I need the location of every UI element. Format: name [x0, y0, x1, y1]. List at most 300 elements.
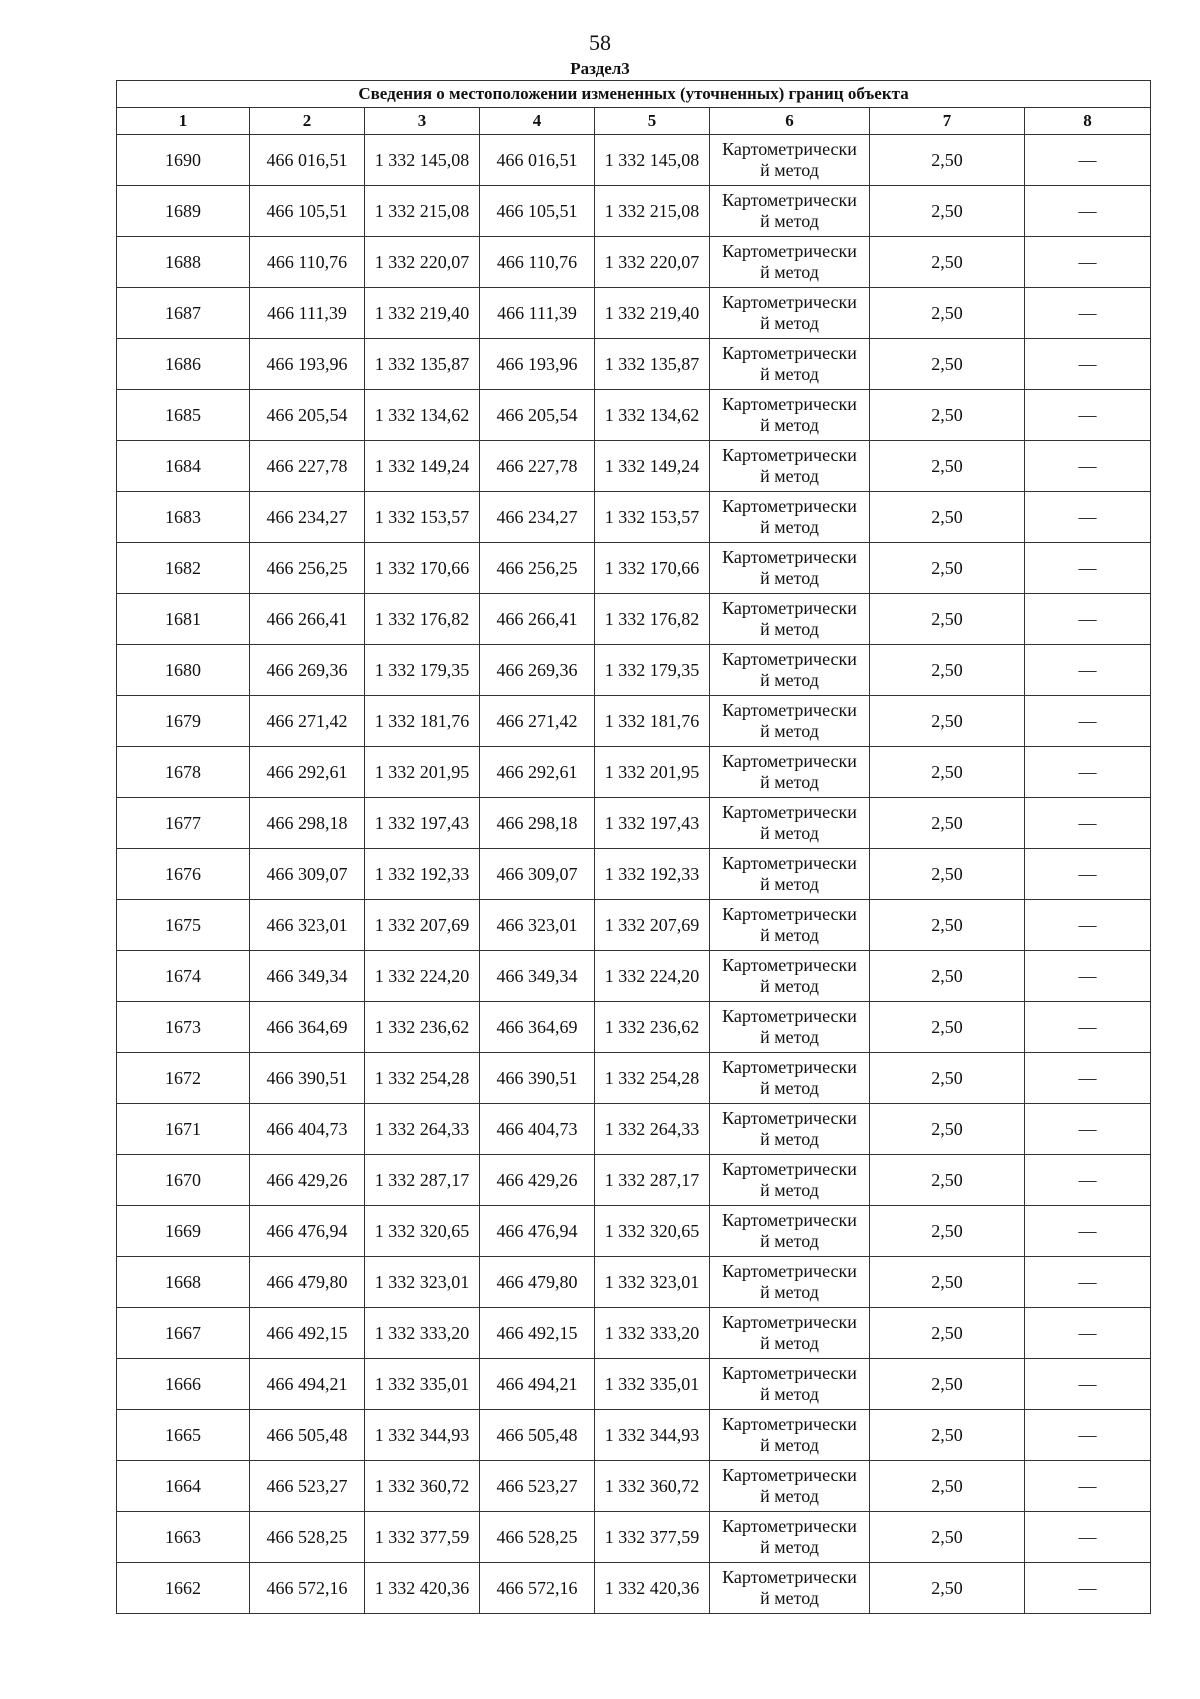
point-number-cell: 1680 [117, 645, 250, 696]
method-cell [710, 798, 870, 849]
x-old-cell: 466 111,39 [250, 288, 365, 339]
y-new-cell: 1 332 207,69 [595, 900, 710, 951]
method-text: Картометрически [722, 496, 857, 516]
y-new-cell: 1 332 219,40 [595, 288, 710, 339]
x-old-cell: 466 298,18 [250, 798, 365, 849]
y-new-cell: 1 332 335,01 [595, 1359, 710, 1410]
method-text: й метод [760, 1537, 819, 1557]
method-text: Картометрически [722, 853, 857, 873]
method-text: Картометрически [722, 1567, 857, 1587]
method-cell [710, 1410, 870, 1461]
precision-cell: 2,50 [870, 1512, 1025, 1563]
method-cell [710, 1257, 870, 1308]
empty-mark-cell: — [1025, 1155, 1151, 1206]
method-cell [710, 1002, 870, 1053]
y-new-cell: 1 332 176,82 [595, 594, 710, 645]
method-text: Картометрически [722, 802, 857, 822]
method-text: Картометрически [722, 1465, 857, 1485]
method-cell [710, 186, 870, 237]
empty-mark-cell: — [1025, 339, 1151, 390]
method-text: Картометрически [722, 1057, 857, 1077]
x-new-cell: 466 492,15 [480, 1308, 595, 1359]
method-cell [710, 288, 870, 339]
x-old-cell: 466 364,69 [250, 1002, 365, 1053]
point-number-cell: 1668 [117, 1257, 250, 1308]
x-new-cell: 466 523,27 [480, 1461, 595, 1512]
method-text: Картометрически [722, 1006, 857, 1026]
method-text: й метод [760, 925, 819, 945]
y-new-cell: 1 332 181,76 [595, 696, 710, 747]
y-new-cell: 1 332 149,24 [595, 441, 710, 492]
table-row [117, 1512, 1151, 1563]
method-cell [710, 1155, 870, 1206]
precision-cell: 2,50 [870, 1257, 1025, 1308]
x-old-cell: 466 528,25 [250, 1512, 365, 1563]
y-new-cell: 1 332 264,33 [595, 1104, 710, 1155]
x-old-cell: 466 193,96 [250, 339, 365, 390]
method-cell [710, 1563, 870, 1614]
x-old-cell: 466 292,61 [250, 747, 365, 798]
empty-mark-cell: — [1025, 1359, 1151, 1410]
x-new-cell: 466 476,94 [480, 1206, 595, 1257]
method-text: Картометрически [722, 394, 857, 414]
x-old-cell: 466 492,15 [250, 1308, 365, 1359]
point-number-cell: 1663 [117, 1512, 250, 1563]
empty-mark-cell: — [1025, 1053, 1151, 1104]
precision-cell: 2,50 [870, 1308, 1025, 1359]
precision-cell: 2,50 [870, 1053, 1025, 1104]
precision-cell: 2,50 [870, 135, 1025, 186]
method-cell [710, 594, 870, 645]
precision-cell: 2,50 [870, 339, 1025, 390]
x-old-cell: 466 309,07 [250, 849, 365, 900]
method-text: й метод [760, 619, 819, 639]
empty-mark-cell: — [1025, 594, 1151, 645]
table-row [117, 1002, 1151, 1053]
method-text: й метод [760, 874, 819, 894]
table-row [117, 441, 1151, 492]
x-new-cell: 466 494,21 [480, 1359, 595, 1410]
x-new-cell: 466 111,39 [480, 288, 595, 339]
table-row [117, 1206, 1151, 1257]
point-number-cell: 1665 [117, 1410, 250, 1461]
x-new-cell: 466 227,78 [480, 441, 595, 492]
point-number-cell: 1683 [117, 492, 250, 543]
method-cell [710, 747, 870, 798]
method-cell [710, 339, 870, 390]
x-new-cell: 466 292,61 [480, 747, 595, 798]
x-new-cell: 466 505,48 [480, 1410, 595, 1461]
method-cell [710, 645, 870, 696]
method-text: й метод [760, 415, 819, 435]
point-number-cell: 1677 [117, 798, 250, 849]
x-new-cell: 466 269,36 [480, 645, 595, 696]
y-old-cell: 1 332 287,17 [365, 1155, 480, 1206]
y-new-cell: 1 332 215,08 [595, 186, 710, 237]
method-text: Картометрически [722, 1312, 857, 1332]
empty-mark-cell: — [1025, 1512, 1151, 1563]
point-number-cell: 1662 [117, 1563, 250, 1614]
method-text: й метод [760, 1282, 819, 1302]
empty-mark-cell: — [1025, 135, 1151, 186]
x-old-cell: 466 505,48 [250, 1410, 365, 1461]
method-cell [710, 849, 870, 900]
y-new-cell: 1 332 254,28 [595, 1053, 710, 1104]
y-old-cell: 1 332 179,35 [365, 645, 480, 696]
y-new-cell: 1 332 344,93 [595, 1410, 710, 1461]
method-text: й метод [760, 670, 819, 690]
y-old-cell: 1 332 153,57 [365, 492, 480, 543]
method-text: Картометрически [722, 598, 857, 618]
method-text: й метод [760, 1588, 819, 1608]
method-text: й метод [760, 313, 819, 333]
method-text: Картометрически [722, 904, 857, 924]
method-text: Картометрически [722, 139, 857, 159]
precision-cell: 2,50 [870, 441, 1025, 492]
y-new-cell: 1 332 287,17 [595, 1155, 710, 1206]
x-old-cell: 466 429,26 [250, 1155, 365, 1206]
method-text: Картометрически [722, 700, 857, 720]
point-number-cell: 1669 [117, 1206, 250, 1257]
y-new-cell: 1 332 333,20 [595, 1308, 710, 1359]
method-cell [710, 543, 870, 594]
x-old-cell: 466 572,16 [250, 1563, 365, 1614]
y-old-cell: 1 332 197,43 [365, 798, 480, 849]
y-old-cell: 1 332 215,08 [365, 186, 480, 237]
y-new-cell: 1 332 197,43 [595, 798, 710, 849]
x-old-cell: 466 349,34 [250, 951, 365, 1002]
x-new-cell: 466 390,51 [480, 1053, 595, 1104]
table-row [117, 1461, 1151, 1512]
table-row [117, 594, 1151, 645]
x-old-cell: 466 227,78 [250, 441, 365, 492]
precision-cell: 2,50 [870, 288, 1025, 339]
method-cell [710, 1308, 870, 1359]
precision-cell: 2,50 [870, 1155, 1025, 1206]
column-number: 6 [710, 108, 870, 135]
precision-cell: 2,50 [870, 237, 1025, 288]
table-row [117, 900, 1151, 951]
empty-mark-cell: — [1025, 951, 1151, 1002]
precision-cell: 2,50 [870, 1002, 1025, 1053]
y-new-cell: 1 332 135,87 [595, 339, 710, 390]
column-number: 3 [365, 108, 480, 135]
y-old-cell: 1 332 192,33 [365, 849, 480, 900]
empty-mark-cell: — [1025, 696, 1151, 747]
x-new-cell: 466 479,80 [480, 1257, 595, 1308]
x-old-cell: 466 476,94 [250, 1206, 365, 1257]
point-number-cell: 1687 [117, 288, 250, 339]
method-text: Картометрически [722, 1159, 857, 1179]
empty-mark-cell: — [1025, 1257, 1151, 1308]
y-old-cell: 1 332 170,66 [365, 543, 480, 594]
method-text: й метод [760, 1435, 819, 1455]
method-text: й метод [760, 721, 819, 741]
method-text: й метод [760, 823, 819, 843]
method-text: Картометрически [722, 1108, 857, 1128]
method-text: Картометрически [722, 241, 857, 261]
y-new-cell: 1 332 192,33 [595, 849, 710, 900]
x-new-cell: 466 404,73 [480, 1104, 595, 1155]
point-number-cell: 1671 [117, 1104, 250, 1155]
precision-cell: 2,50 [870, 696, 1025, 747]
y-old-cell: 1 332 323,01 [365, 1257, 480, 1308]
precision-cell: 2,50 [870, 594, 1025, 645]
precision-cell: 2,50 [870, 1563, 1025, 1614]
column-number: 5 [595, 108, 710, 135]
table-row [117, 798, 1151, 849]
method-cell [710, 441, 870, 492]
precision-cell: 2,50 [870, 747, 1025, 798]
empty-mark-cell: — [1025, 492, 1151, 543]
empty-mark-cell: — [1025, 1410, 1151, 1461]
method-text: й метод [760, 1486, 819, 1506]
x-new-cell: 466 528,25 [480, 1512, 595, 1563]
precision-cell: 2,50 [870, 798, 1025, 849]
method-text: Картометрически [722, 190, 857, 210]
y-new-cell: 1 332 323,01 [595, 1257, 710, 1308]
column-number-row [117, 108, 1151, 135]
empty-mark-cell: — [1025, 288, 1151, 339]
x-new-cell: 466 266,41 [480, 594, 595, 645]
method-text: й метод [760, 466, 819, 486]
x-old-cell: 466 323,01 [250, 900, 365, 951]
x-new-cell: 466 105,51 [480, 186, 595, 237]
y-new-cell: 1 332 320,65 [595, 1206, 710, 1257]
precision-cell: 2,50 [870, 849, 1025, 900]
empty-mark-cell: — [1025, 1563, 1151, 1614]
empty-mark-cell: — [1025, 849, 1151, 900]
method-text: Картометрически [722, 649, 857, 669]
point-number-cell: 1685 [117, 390, 250, 441]
method-text: й метод [760, 1333, 819, 1353]
table-row [117, 1563, 1151, 1614]
empty-mark-cell: — [1025, 747, 1151, 798]
y-old-cell: 1 332 335,01 [365, 1359, 480, 1410]
point-number-cell: 1666 [117, 1359, 250, 1410]
x-old-cell: 466 105,51 [250, 186, 365, 237]
point-number-cell: 1679 [117, 696, 250, 747]
x-new-cell: 466 298,18 [480, 798, 595, 849]
precision-cell: 2,50 [870, 492, 1025, 543]
section-title: Раздел3 [570, 59, 630, 78]
y-old-cell: 1 332 254,28 [365, 1053, 480, 1104]
y-new-cell: 1 332 236,62 [595, 1002, 710, 1053]
method-text: й метод [760, 1384, 819, 1404]
x-old-cell: 466 110,76 [250, 237, 365, 288]
y-old-cell: 1 332 224,20 [365, 951, 480, 1002]
y-new-cell: 1 332 377,59 [595, 1512, 710, 1563]
empty-mark-cell: — [1025, 798, 1151, 849]
precision-cell: 2,50 [870, 1410, 1025, 1461]
point-number-cell: 1681 [117, 594, 250, 645]
point-number-cell: 1684 [117, 441, 250, 492]
x-new-cell: 466 016,51 [480, 135, 595, 186]
method-text: й метод [760, 1078, 819, 1098]
method-text: Картометрически [722, 1414, 857, 1434]
point-number-cell: 1689 [117, 186, 250, 237]
table-row [117, 237, 1151, 288]
table-row [117, 1155, 1151, 1206]
precision-cell: 2,50 [870, 645, 1025, 696]
empty-mark-cell: — [1025, 900, 1151, 951]
table-row [117, 186, 1151, 237]
method-cell [710, 1512, 870, 1563]
y-old-cell: 1 332 344,93 [365, 1410, 480, 1461]
table-row [117, 1257, 1151, 1308]
method-text: Картометрически [722, 751, 857, 771]
point-number-cell: 1667 [117, 1308, 250, 1359]
x-old-cell: 466 256,25 [250, 543, 365, 594]
y-new-cell: 1 332 201,95 [595, 747, 710, 798]
y-old-cell: 1 332 360,72 [365, 1461, 480, 1512]
table-row [117, 1053, 1151, 1104]
x-new-cell: 466 572,16 [480, 1563, 595, 1614]
x-new-cell: 466 429,26 [480, 1155, 595, 1206]
method-text: й метод [760, 364, 819, 384]
method-text: й метод [760, 1027, 819, 1047]
point-number-cell: 1664 [117, 1461, 250, 1512]
y-new-cell: 1 332 179,35 [595, 645, 710, 696]
table-row [117, 339, 1151, 390]
x-old-cell: 466 271,42 [250, 696, 365, 747]
table-row [117, 849, 1151, 900]
table-caption: Сведения о местоположении измененных (уточненных) границ объекта [117, 81, 1151, 108]
table-row [117, 390, 1151, 441]
point-number-cell: 1686 [117, 339, 250, 390]
method-text: й метод [760, 517, 819, 537]
precision-cell: 2,50 [870, 1461, 1025, 1512]
x-old-cell: 466 234,27 [250, 492, 365, 543]
boundary-coordinates-table [116, 80, 1151, 1614]
method-text: й метод [760, 1231, 819, 1251]
y-old-cell: 1 332 377,59 [365, 1512, 480, 1563]
method-text: Картометрически [722, 292, 857, 312]
x-new-cell: 466 349,34 [480, 951, 595, 1002]
table-row [117, 1308, 1151, 1359]
method-cell [710, 951, 870, 1002]
point-number-cell: 1688 [117, 237, 250, 288]
method-cell [710, 1461, 870, 1512]
method-cell [710, 390, 870, 441]
method-cell [710, 900, 870, 951]
column-number: 7 [870, 108, 1025, 135]
y-old-cell: 1 332 201,95 [365, 747, 480, 798]
table-row [117, 747, 1151, 798]
method-text: й метод [760, 1129, 819, 1149]
y-new-cell: 1 332 420,36 [595, 1563, 710, 1614]
x-old-cell: 466 523,27 [250, 1461, 365, 1512]
precision-cell: 2,50 [870, 900, 1025, 951]
table-row [117, 135, 1151, 186]
y-old-cell: 1 332 220,07 [365, 237, 480, 288]
y-new-cell: 1 332 145,08 [595, 135, 710, 186]
precision-cell: 2,50 [870, 1359, 1025, 1410]
y-new-cell: 1 332 360,72 [595, 1461, 710, 1512]
table-row [117, 1410, 1151, 1461]
column-number: 4 [480, 108, 595, 135]
table-row [117, 1359, 1151, 1410]
method-cell [710, 1359, 870, 1410]
x-new-cell: 466 110,76 [480, 237, 595, 288]
x-new-cell: 466 323,01 [480, 900, 595, 951]
precision-cell: 2,50 [870, 543, 1025, 594]
empty-mark-cell: — [1025, 390, 1151, 441]
point-number-cell: 1673 [117, 1002, 250, 1053]
method-text: й метод [760, 1180, 819, 1200]
y-new-cell: 1 332 153,57 [595, 492, 710, 543]
point-number-cell: 1674 [117, 951, 250, 1002]
y-new-cell: 1 332 134,62 [595, 390, 710, 441]
table-row [117, 951, 1151, 1002]
x-old-cell: 466 016,51 [250, 135, 365, 186]
x-new-cell: 466 256,25 [480, 543, 595, 594]
precision-cell: 2,50 [870, 1206, 1025, 1257]
y-new-cell: 1 332 170,66 [595, 543, 710, 594]
column-number: 2 [250, 108, 365, 135]
method-text: Картометрически [722, 1261, 857, 1281]
point-number-cell: 1676 [117, 849, 250, 900]
method-cell [710, 1053, 870, 1104]
table-row [117, 543, 1151, 594]
method-text: Картометрически [722, 445, 857, 465]
empty-mark-cell: — [1025, 1002, 1151, 1053]
y-old-cell: 1 332 176,82 [365, 594, 480, 645]
method-cell [710, 237, 870, 288]
column-number: 1 [117, 108, 250, 135]
method-text: Картометрически [722, 955, 857, 975]
method-cell [710, 1104, 870, 1155]
empty-mark-cell: — [1025, 645, 1151, 696]
method-text: Картометрически [722, 1210, 857, 1230]
y-old-cell: 1 332 264,33 [365, 1104, 480, 1155]
method-text: й метод [760, 211, 819, 231]
method-text: Картометрически [722, 343, 857, 363]
precision-cell: 2,50 [870, 951, 1025, 1002]
x-old-cell: 466 269,36 [250, 645, 365, 696]
y-old-cell: 1 332 420,36 [365, 1563, 480, 1614]
y-old-cell: 1 332 145,08 [365, 135, 480, 186]
x-new-cell: 466 309,07 [480, 849, 595, 900]
point-number-cell: 1690 [117, 135, 250, 186]
x-new-cell: 466 364,69 [480, 1002, 595, 1053]
empty-mark-cell: — [1025, 186, 1151, 237]
point-number-cell: 1678 [117, 747, 250, 798]
method-text: Картометрически [722, 547, 857, 567]
empty-mark-cell: — [1025, 1104, 1151, 1155]
method-text: й метод [760, 568, 819, 588]
y-old-cell: 1 332 320,65 [365, 1206, 480, 1257]
y-old-cell: 1 332 333,20 [365, 1308, 480, 1359]
method-cell [710, 135, 870, 186]
point-number-cell: 1672 [117, 1053, 250, 1104]
x-new-cell: 466 234,27 [480, 492, 595, 543]
y-old-cell: 1 332 207,69 [365, 900, 480, 951]
point-number-cell: 1675 [117, 900, 250, 951]
method-text: й метод [760, 976, 819, 996]
table-row [117, 492, 1151, 543]
x-new-cell: 466 193,96 [480, 339, 595, 390]
empty-mark-cell: — [1025, 1206, 1151, 1257]
table-row [117, 1104, 1151, 1155]
y-new-cell: 1 332 224,20 [595, 951, 710, 1002]
method-text: й метод [760, 160, 819, 180]
page-number: 58 [589, 30, 611, 55]
x-new-cell: 466 205,54 [480, 390, 595, 441]
x-old-cell: 466 479,80 [250, 1257, 365, 1308]
y-old-cell: 1 332 135,87 [365, 339, 480, 390]
y-new-cell: 1 332 220,07 [595, 237, 710, 288]
